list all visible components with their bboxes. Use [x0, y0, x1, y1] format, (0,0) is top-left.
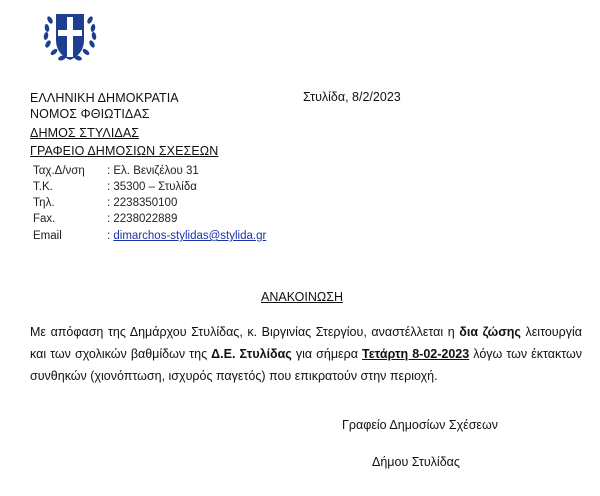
announcement-title: ΑΝΑΚΟΙΝΩΣΗ	[261, 290, 343, 304]
document-date: Στυλίδα, 8/2/2023	[303, 90, 401, 104]
header-republic: ΕΛΛΗΝΙΚΗ ΔΗΜΟΚΡΑΤΙΑ	[30, 91, 179, 105]
contact-email-row	[33, 229, 353, 244]
contact-fax-row	[33, 212, 333, 227]
contact-value: : 35300 – Στυλίδα	[107, 181, 197, 193]
contact-label: Fax.	[33, 213, 56, 225]
body-bold-unit: Δ.Ε. Στυλίδας	[211, 347, 292, 361]
signature-municipality: Δήμου Στυλίδας	[372, 455, 460, 469]
email-prefix: :	[107, 230, 114, 242]
contact-value: : Ελ. Βενιζέλου 31	[107, 165, 199, 177]
header-office: ΓΡΑΦΕΙΟ ΔΗΜΟΣΙΩΝ ΣΧΕΣΕΩΝ	[30, 144, 219, 158]
contact-value	[107, 229, 266, 244]
contact-address-row	[33, 164, 333, 179]
signature-office: Γραφείο Δημοσίων Σχέσεων	[342, 418, 498, 432]
header-municipality: ΔΗΜΟΣ ΣΤΥΛΙΔΑΣ	[30, 126, 140, 140]
announcement-body	[30, 321, 582, 387]
body-bold-in-person: δια ζώσης	[459, 325, 521, 339]
contact-postal-row	[33, 180, 333, 195]
contact-value: : 2238350100	[107, 197, 178, 209]
email-link[interactable]: dimarchos-stylidas@stylida.gr	[113, 230, 267, 242]
header-prefecture: ΝΟΜΟΣ ΦΘΙΩΤΙΔΑΣ	[30, 107, 150, 121]
body-text-2: λειτουργία και των σχολικών βαθμίδων της	[30, 325, 582, 361]
body-text-4: λόγω των έκτακτων συνθηκών (χιονόπτωση, ισχυρός παγετός) που επικρατούν στην περιοχή.	[30, 347, 582, 383]
contact-label: Email	[33, 230, 62, 242]
contact-value: : 2238022889	[107, 213, 178, 225]
contact-phone-row	[33, 196, 333, 211]
contact-label: Τ.Κ.	[33, 181, 53, 193]
body-text-1: Με απόφαση της Δημάρχου Στυλίδας, κ. Βιργινίας Στεργίου, αναστέλλεται η	[30, 325, 460, 339]
body-bold-date: Τετάρτη 8-02-2023	[362, 347, 470, 361]
contact-label: Ταχ.Δ/νση	[33, 165, 85, 177]
greek-coat-of-arms-emblem	[38, 4, 102, 68]
contact-label: Τηλ.	[33, 197, 55, 209]
body-text-3: για σήμερα	[291, 347, 363, 361]
